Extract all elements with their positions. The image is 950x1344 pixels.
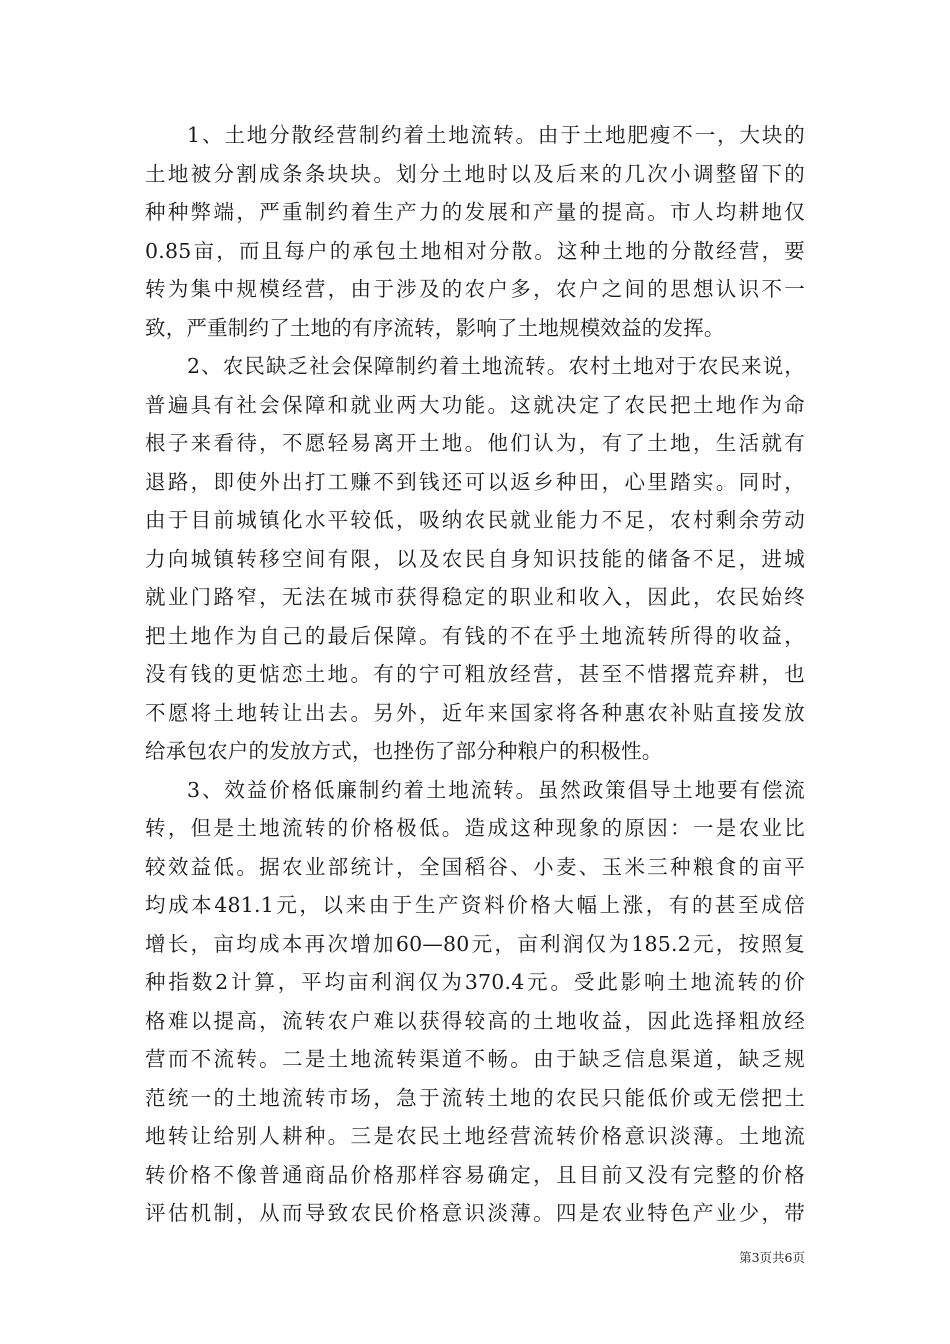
text-line: 范统一的土地流转市场，急于流转土地的农民只能低价或无偿把土: [145, 1085, 805, 1110]
text-line: 评估机制，从而导致农民价格意识淡薄。四是农业特色产业少，带: [145, 1201, 805, 1225]
text-line: 力向城镇转移空间有限，以及农民自身知识技能的储备不足，进城: [145, 546, 805, 571]
text-line: 转为集中规模经营，由于涉及的农户多，农户之间的思想认识不一: [145, 277, 805, 301]
text-line: 0.85亩，而且每户的承包土地相对分散。这种土地的分散经营，要: [145, 238, 805, 263]
text-line: 转，但是土地流转的价格极低。造成这种现象的原因：一是农业比: [145, 816, 805, 840]
text-line: 根子来看待，不愿轻易离开土地。他们认为，有了土地，生活就有: [145, 431, 805, 455]
text-line: 增长，亩均成本再次增加60—80元，亩利润仅为185.2元，按照复: [145, 931, 805, 956]
text-line: 种指数2计算，平均亩利润仅为370.4元。受此影响土地流转的价: [145, 970, 805, 994]
text-line: 给承包农户的发放方式，也挫伤了部分种粮户的积极性。: [145, 739, 663, 763]
text-line: 就业门路窄，无法在城市获得稳定的职业和收入，因此，农民始终: [145, 585, 805, 609]
text-line: 3、效益价格低廉制约着土地流转。虽然政策倡导土地要有偿流: [187, 777, 805, 802]
text-line: 2、农民缺乏社会保障制约着土地流转。农村土地对于农民来说，: [187, 354, 805, 378]
text-line: 地转让给别人耕种。三是农民土地经营流转价格意识淡薄。土地流: [145, 1124, 805, 1148]
text-line: 致，严重制约了土地的有序流转，影响了土地规模效益的发挥。: [145, 315, 725, 340]
text-line: 营而不流转。二是土地流转渠道不畅。由于缺乏信息渠道，缺乏规: [145, 1047, 805, 1071]
page-number: 第3页共6页: [739, 1250, 805, 1265]
text-line: 退路，即使外出打工赚不到钱还可以返乡种田，心里踏实。同时，: [145, 469, 805, 494]
text-line: 格难以提高，流转农户难以获得较高的土地收益，因此选择粗放经: [145, 1008, 805, 1033]
text-line: 转价格不像普通商品价格那样容易确定，且目前又没有完整的价格: [145, 1162, 805, 1187]
text-line: 普遍具有社会保障和就业两大功能。这就决定了农民把土地作为命: [145, 392, 805, 417]
text-line: 较效益低。据农业部统计，全国稻谷、小麦、玉米三种粮食的亩平: [145, 854, 805, 879]
text-line: 1、土地分散经营制约着土地流转。由于土地肥瘦不一，大块的: [187, 123, 805, 147]
text-line: 没有钱的更惦恋土地。有的宁可粗放经营，甚至不惜撂荒弃耕，也: [145, 662, 805, 686]
text-line: 由于目前城镇化水平较低，吸纳农民就业能力不足，农村剩余劳动: [145, 508, 805, 532]
text-line: 把土地作为自己的最后保障。有钱的不在乎土地流转所得的收益，: [145, 623, 805, 648]
body-text: [145, 116, 805, 1233]
text-line: 土地被分割成条条块块。划分土地时以及后来的几次小调整留下的: [145, 161, 805, 186]
text-line: 种种弊端，严重制约着生产力的发展和产量的提高。市人均耕地仅: [145, 200, 805, 224]
text-line: 均成本481.1元，以来由于生产资料价格大幅上涨，有的甚至成倍: [145, 893, 805, 917]
text-line: 不愿将土地转让出去。另外，近年来国家将各种惠农补贴直接发放: [145, 700, 805, 725]
